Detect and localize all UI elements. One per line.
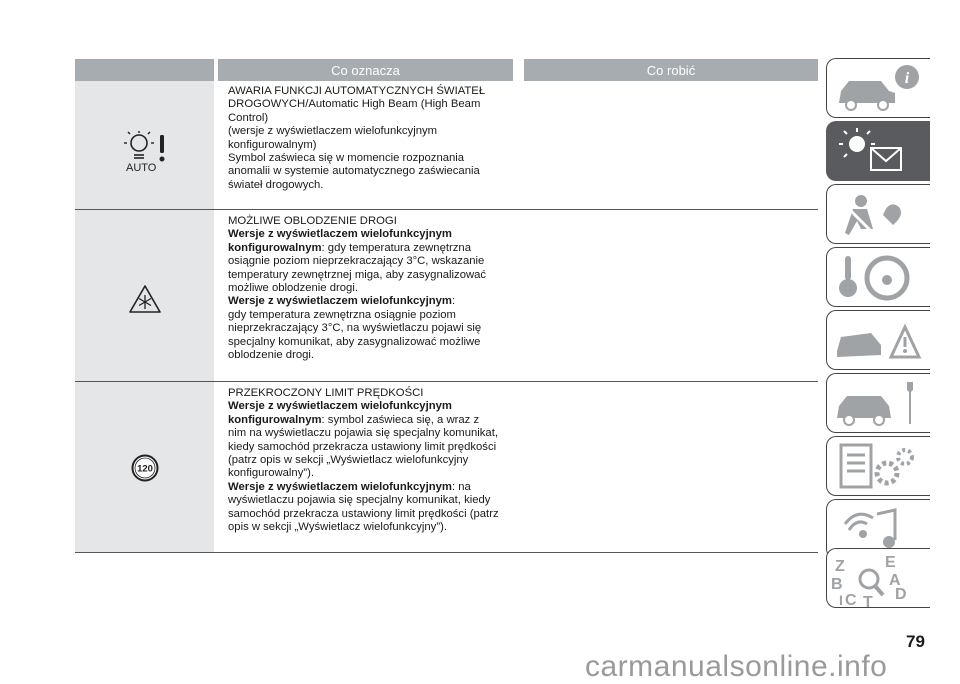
tab-emergency[interactable]	[826, 310, 930, 370]
row-title: PRZEKROCZONY LIMIT PRĘDKOŚCI	[228, 387, 424, 399]
ice-warning-icon	[128, 284, 162, 314]
bold-text: konfigurowalnym	[228, 413, 322, 426]
text-line: Control)	[228, 111, 269, 124]
tab-maintenance[interactable]	[826, 373, 930, 433]
index-letter: D	[895, 586, 907, 603]
auto-label: AUTO	[126, 162, 157, 174]
row-title: MOŻLIWE OBLODZENIE DROGI	[228, 215, 397, 227]
tab-car-info[interactable]	[826, 58, 930, 118]
row-description	[228, 215, 518, 362]
text-line: (patrz opis w sekcji „Wyświetlacz wielofunkcyjny	[228, 454, 469, 467]
index-letter: Z	[835, 558, 845, 575]
index-letter: T	[863, 594, 873, 609]
text-line: (wersje z wyświetlaczem wielofunkcyjnym	[228, 125, 438, 138]
header-action: Co robić	[524, 59, 818, 81]
text-line: nim na wyświetlaczu pojawia się specjalny komunikat,	[228, 427, 498, 440]
table-header-spacer	[75, 59, 214, 81]
text-line: kiedy samochód przekracza ustawiony limit prędkości	[228, 440, 497, 453]
text-line: specjalny komunikat, aby zasygnalizować możliwe	[228, 335, 481, 348]
text-line	[228, 242, 518, 255]
auto-high-beam-failure-icon	[123, 131, 183, 181]
bold-text: Wersje z wyświetlaczem wielofunkcyjnym	[228, 295, 452, 308]
row-description	[228, 387, 518, 534]
bold-text: Wersje z wyświetlaczem wielofunkcyjnym	[228, 228, 452, 241]
text-line	[228, 400, 518, 413]
inline-text: : symbol zaświeca się, a wraz z	[321, 413, 480, 426]
text-line: konfigurowalny”).	[228, 467, 315, 480]
text-line: osiągnie poziom nieprzekraczający 3°C, wskazanie	[228, 255, 485, 268]
tab-technical-data[interactable]	[826, 436, 930, 496]
text-line: DROGOWYCH/Automatic High Beam (High Beam	[228, 98, 481, 111]
key-steering-wheel-icon	[827, 248, 931, 308]
text-line	[228, 228, 518, 241]
text-line: anomalii w systemie automatycznego zaświecania	[228, 165, 480, 178]
bold-text: konfigurowalnym	[228, 241, 322, 254]
index-letter: C	[845, 592, 857, 609]
speed-limit-value: 120	[137, 463, 153, 475]
tab-index[interactable]	[826, 548, 930, 608]
index-icon	[827, 549, 931, 609]
text-line: samochód przekracza ustawiony limit prędkości (patrz	[228, 507, 499, 520]
text-line	[228, 414, 518, 427]
watermark: carmanualsonline.info	[585, 650, 888, 683]
icon-cell	[75, 382, 214, 552]
row-description	[228, 85, 518, 192]
inline-text: : na	[451, 480, 471, 493]
car-emergency-icon	[827, 311, 931, 371]
text-line: Symbol zaświeca się w momencie rozpoznania	[228, 152, 465, 165]
text-line: gdy temperatura zewnętrzna osiągnie poziom	[228, 308, 456, 321]
warning-lights-message-icon	[827, 122, 931, 182]
speed-limit-icon	[131, 454, 159, 482]
car-info-icon	[827, 59, 931, 119]
bold-text: Wersje z wyświetlaczem wielofunkcyjnym	[228, 480, 452, 493]
tab-warning-lights[interactable]	[826, 121, 930, 181]
text-line: wyświetlaczu pojawia się specjalny komunikat, kiedy	[228, 494, 491, 507]
index-letter: B	[831, 576, 843, 593]
text-line: nieprzekraczający 3°C, na wyświetlaczu pojawi się	[228, 322, 482, 335]
inline-text: : gdy temperatura zewnętrzna	[321, 241, 471, 254]
text-line: możliwe oblodzenie drogi.	[228, 282, 358, 295]
page-number: 79	[906, 632, 925, 651]
svg-text:i: i	[904, 70, 910, 87]
icon-cell	[75, 81, 214, 209]
text-line: konfigurowalnym)	[228, 138, 317, 151]
text-line	[228, 481, 518, 494]
text-line: opis w sekcji „Wyświetlacz wielofunkcyjny”).	[228, 521, 447, 534]
technical-data-icon	[827, 437, 931, 497]
index-letter: I	[839, 592, 843, 608]
text-line	[228, 295, 518, 308]
header-meaning: Co oznacza	[218, 59, 513, 81]
inline-text: :	[451, 295, 456, 308]
bold-text: Wersje z wyświetlaczem wielofunkcyjnym	[228, 400, 452, 413]
icon-cell	[75, 210, 214, 381]
text-line: AWARIA FUNKCJI AUTOMATYCZNYCH ŚWIATEŁ	[228, 85, 486, 97]
index-letter: A	[889, 572, 901, 589]
tab-starting-driving[interactable]	[826, 247, 930, 307]
airbag-safety-icon	[827, 185, 931, 245]
index-letter: E	[885, 554, 896, 571]
text-line: oblodzenie drogi.	[228, 349, 315, 362]
tab-safety[interactable]	[826, 184, 930, 244]
text-line: świateł drogowych.	[228, 178, 324, 191]
text-line: temperatury zewnętrznej miga, aby zasygnalizować	[228, 268, 487, 281]
car-maintenance-icon	[827, 374, 931, 434]
